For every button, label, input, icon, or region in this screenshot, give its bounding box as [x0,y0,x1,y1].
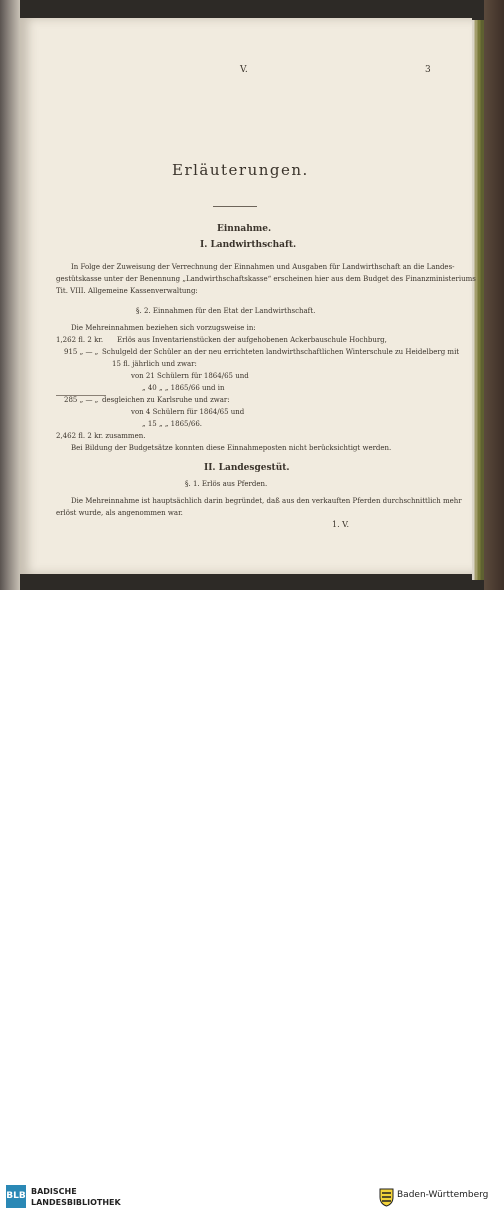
page-edge-stack [472,20,484,580]
state-name: Baden-Württemberg [397,1190,489,1200]
body-text-mehreinnahmen: Die Mehreinnahmen beziehen sich vorzugsweise in: [71,324,256,332]
entry-amount: 1,262 fl. 2 kr. [56,336,104,344]
footer-bar [0,590,504,1207]
income-heading: Einnahme. [217,224,272,234]
fee-line: „ 40 „ „ 1865/66 und in [142,384,225,392]
total-line: 2,462 fl. 2 kr. zusammen. [56,432,146,440]
blb-logo: BLB [6,1185,26,1208]
paragraph-heading-pferde: §. 1. Erlös aus Pferden. [185,480,268,488]
book-cover-edge [484,0,504,590]
library-name-line-1: BADISCHE [31,1187,77,1196]
entry-text: desgleichen zu Karlsruhe und zwar: [102,396,230,404]
coat-of-arms-icon [379,1187,394,1207]
book-spine [0,0,20,590]
entry-text: Schulgeld der Schüler an der neu errichteten landwirthschaftlichen Winterschule zu Heidelberg mit [102,348,460,356]
closing-text: Bei Bildung der Budgetsätze konnten diese Einnahmeposten nicht berücksichtigt werden. [71,444,392,452]
fee-line: 15 fl. jährlich und zwar: [112,360,197,368]
sheet-mark: V. [240,65,248,75]
intro-line-1: In Folge der Zuweisung der Verrechnung der Einnahmen und Ausgaben für Landwirthschaft an die Landes- [71,263,455,271]
document-page [20,18,472,574]
page-number: 3 [425,65,431,75]
section-heading-landesgestuet: II. Landesgestüt. [204,463,290,473]
title-rule [213,206,257,207]
signature-mark: 1. V. [332,520,350,529]
entry-amount: 915 „ — „ [64,348,99,356]
entry-text: Erlös aus Inventarienstücken der aufgehobenen Ackerbauschule Hochburg, [117,336,387,344]
fee-line: von 21 Schülern für 1864/65 und [131,372,249,380]
paragraph-heading-etat: §. 2. Einnahmen für den Etat der Landwirthschaft. [136,307,316,315]
page-title: Erläuterungen. [172,161,309,179]
fee-line: „ 15 „ „ 1865/66. [142,420,202,428]
body-text-pferde-1: Die Mehreinnahme ist hauptsächlich darin begründet, daß aus den verkauften Pferden durchschnittlich mehr [71,497,462,505]
fee-line: von 4 Schülern für 1864/65 und [131,408,245,416]
entry-amount: 285 „ — „ [64,396,99,404]
library-name-line-2: LANDESBIBLIOTHEK [31,1198,121,1207]
section-heading-landwirthschaft: I. Landwirthschaft. [200,240,297,250]
intro-line-2: gestütskasse unter der Benennung „Landwirthschaftskasse“ erscheinen hier aus dem Budget des Finanzministeriums [56,275,476,283]
intro-line-3: Tit. VIII. Allgemeine Kassenverwaltung: [56,287,198,295]
body-text-pferde-2: erlöst wurde, als angenommen war. [56,509,183,517]
scan-background [0,0,504,590]
